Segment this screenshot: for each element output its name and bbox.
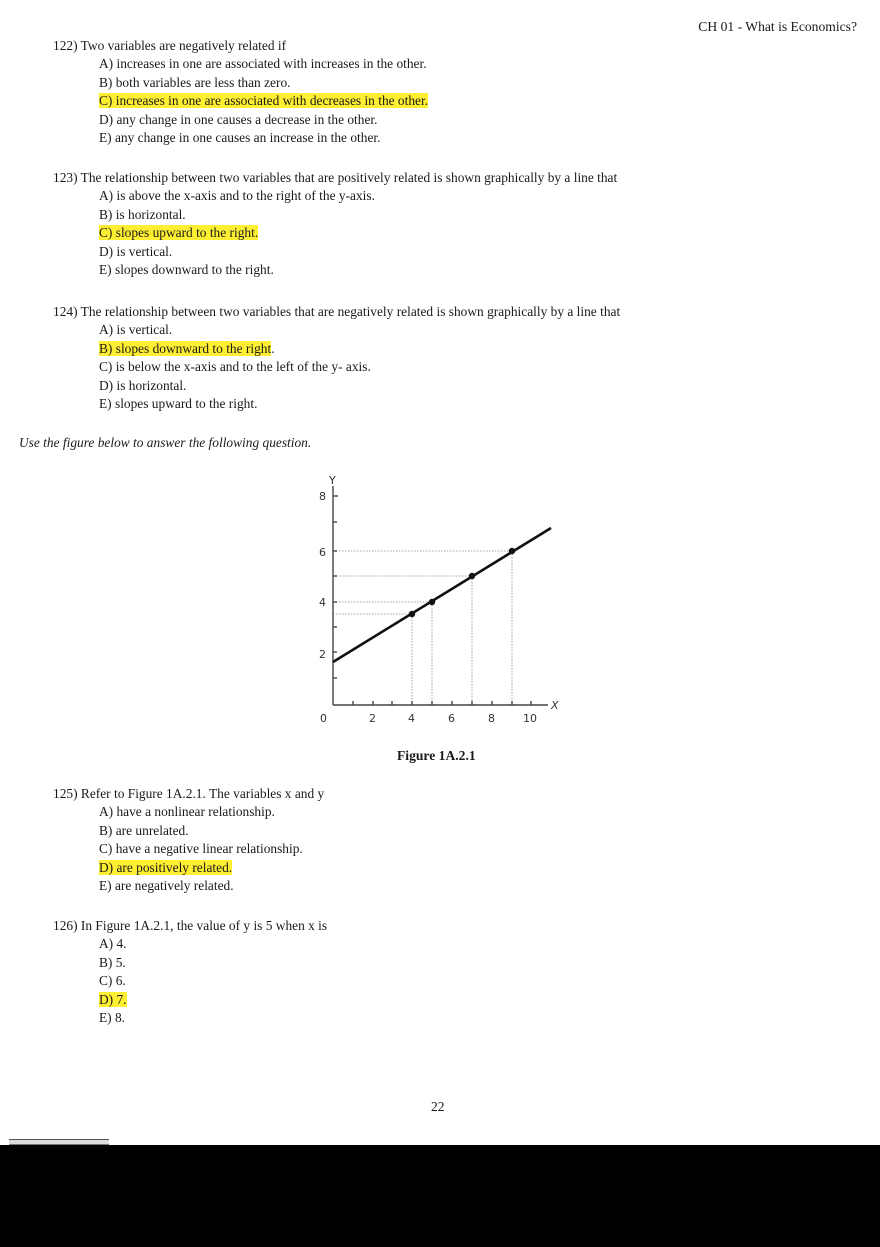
page-number: 22 [431, 1099, 445, 1114]
option-a: A) is above the x-axis and to the right of the y-axis. [99, 188, 375, 204]
line-chart [300, 466, 580, 736]
option-d-highlighted: D) 7. [99, 991, 127, 1007]
svg-text:8: 8 [319, 490, 326, 503]
chapter-header: CH 01 - What is Economics? [698, 19, 857, 34]
question-126 [53, 917, 327, 1027]
option-b: B) 5. [99, 954, 126, 970]
figure-1a-2-1 [300, 466, 580, 736]
x-axis-label: X [551, 699, 559, 712]
svg-text:0: 0 [320, 712, 327, 725]
option-e: E) any change in one causes an increase in the other. [99, 129, 381, 145]
option-c: C) have a negative linear relationship. [99, 841, 303, 857]
question-stem: 126) In Figure 1A.2.1, the value of y is 5 when x is [53, 918, 328, 933]
svg-text:6: 6 [448, 712, 455, 725]
option-c-highlighted: C) slopes upward to the right. [99, 225, 259, 241]
question-123 [53, 169, 617, 279]
question-stem: 125) Refer to Figure 1A.2.1. The variables x and y [53, 786, 325, 801]
guide-lines [333, 551, 512, 705]
option-a: A) 4. [99, 936, 127, 952]
question-stem: 124) The relationship between two variables that are negatively related is shown graphically by a line that [53, 304, 621, 319]
option-a: A) have a nonlinear relationship. [99, 804, 275, 820]
y-axis-label: Y [329, 474, 336, 487]
option-d: D) is vertical. [99, 243, 173, 259]
option-b-highlighted: B) slopes downward to the right [99, 340, 272, 356]
figure-instruction: Use the figure below to answer the following question. [19, 435, 312, 450]
bottom-black-bar [0, 1145, 880, 1247]
option-d: D) any change in one causes a decrease in the other. [99, 111, 378, 127]
option-b: B) is horizontal. [99, 206, 186, 222]
option-a: A) is vertical. [99, 322, 173, 338]
option-b: B) both variables are less than zero. [99, 74, 291, 90]
svg-text:6: 6 [319, 546, 326, 559]
option-a: A) increases in one are associated with increases in the other. [99, 56, 427, 72]
figure-caption: Figure 1A.2.1 [397, 748, 476, 763]
svg-text:4: 4 [408, 712, 415, 725]
option-b-suffix: . [271, 340, 275, 356]
option-b: B) are unrelated. [99, 822, 189, 838]
option-c: C) 6. [99, 973, 126, 989]
question-124 [53, 303, 620, 413]
option-e: E) slopes downward to the right. [99, 261, 274, 277]
question-122 [53, 37, 428, 147]
question-stem: 123) The relationship between two variables that are positively related is shown graphically by a line that [53, 170, 618, 185]
svg-text:10: 10 [523, 712, 537, 725]
data-line [333, 528, 551, 662]
option-e: E) slopes upward to the right. [99, 395, 258, 411]
axis-labels [319, 474, 559, 725]
option-e: E) are negatively related. [99, 877, 234, 893]
option-c: C) is below the x-axis and to the left of the y- axis. [99, 359, 371, 375]
option-d-highlighted: D) are positively related. [99, 859, 233, 875]
svg-text:8: 8 [488, 712, 495, 725]
question-stem: 122) Two variables are negatively related if [53, 38, 287, 53]
svg-text:2: 2 [319, 648, 326, 661]
option-e: E) 8. [99, 1009, 126, 1025]
svg-text:2: 2 [369, 712, 376, 725]
svg-text:4: 4 [319, 596, 326, 609]
question-125 [53, 785, 324, 895]
option-d: D) is horizontal. [99, 377, 187, 393]
option-c-highlighted: C) increases in one are associated with decreases in the other. [99, 93, 429, 109]
